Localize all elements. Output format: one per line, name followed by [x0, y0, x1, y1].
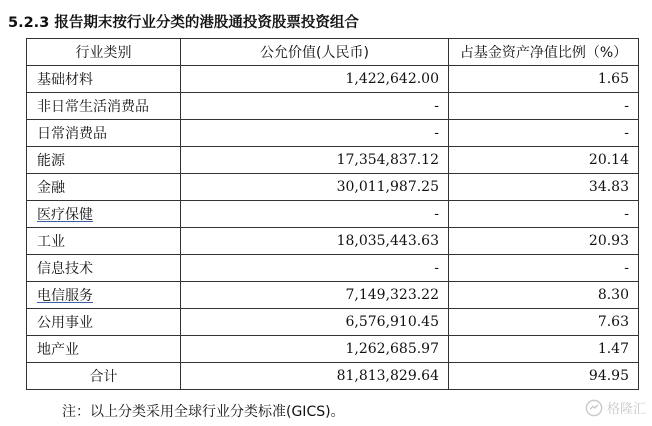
- category-link[interactable]: 医疗保健: [37, 207, 93, 223]
- table-row: [27, 201, 639, 228]
- category-label: 信息技术: [37, 261, 93, 277]
- table-row: [27, 336, 639, 363]
- table-row: [27, 228, 639, 255]
- row-category: [27, 228, 181, 255]
- table-row: [27, 147, 639, 174]
- row-category: [27, 147, 181, 174]
- header-ratio: 占基金资产净值比例（%）: [449, 39, 639, 66]
- row-fair-value: 1,422,642.00: [181, 66, 449, 93]
- watermark: [585, 398, 646, 417]
- table-row: [27, 120, 639, 147]
- row-ratio: 1.47: [449, 336, 639, 363]
- row-ratio: -: [449, 93, 639, 120]
- table-row: [27, 309, 639, 336]
- row-fair-value: -: [181, 255, 449, 282]
- row-category: [27, 255, 181, 282]
- row-category: [27, 174, 181, 201]
- table-total-row: [27, 363, 639, 390]
- total-fair-value: 81,813,829.64: [181, 363, 449, 390]
- table-row: [27, 174, 639, 201]
- category-label: 日常消费品: [37, 126, 107, 142]
- row-category: [27, 66, 181, 93]
- row-category[interactable]: [27, 201, 181, 228]
- header-fair-value: 公允价值(人民币): [181, 39, 449, 66]
- row-ratio: 1.65: [449, 66, 639, 93]
- table-body: [27, 66, 639, 363]
- row-fair-value: 1,262,685.97: [181, 336, 449, 363]
- row-category[interactable]: [27, 282, 181, 309]
- category-label: 地产业: [37, 342, 79, 358]
- header-category: 行业类别: [27, 39, 181, 66]
- row-fair-value: 30,011,987.25: [181, 174, 449, 201]
- table-header-row: [27, 39, 639, 66]
- footnote: 注：以上分类采用全球行业分类标准(GICS)。: [62, 404, 345, 420]
- row-ratio: 7.63: [449, 309, 639, 336]
- row-category: [27, 120, 181, 147]
- row-ratio: 20.93: [449, 228, 639, 255]
- category-label: 金融: [37, 180, 65, 196]
- table-row: [27, 282, 639, 309]
- total-ratio: 94.95: [449, 363, 639, 390]
- category-link[interactable]: 电信服务: [37, 288, 93, 304]
- row-ratio: -: [449, 255, 639, 282]
- row-fair-value: 18,035,443.63: [181, 228, 449, 255]
- category-label: 基础材料: [37, 72, 93, 88]
- total-label: 合计: [27, 363, 181, 390]
- row-fair-value: 7,149,323.22: [181, 282, 449, 309]
- row-ratio: -: [449, 201, 639, 228]
- category-label: 公用事业: [37, 315, 93, 331]
- category-label: 工业: [37, 234, 65, 250]
- row-fair-value: -: [181, 120, 449, 147]
- row-ratio: -: [449, 120, 639, 147]
- table-row: [27, 93, 639, 120]
- row-fair-value: -: [181, 93, 449, 120]
- row-category: [27, 336, 181, 363]
- industry-holdings-table: [26, 38, 639, 390]
- category-label: 非日常生活消费品: [37, 99, 149, 115]
- row-category: [27, 93, 181, 120]
- category-label: 能源: [37, 153, 65, 169]
- row-fair-value: -: [181, 201, 449, 228]
- row-ratio: 20.14: [449, 147, 639, 174]
- row-fair-value: 6,576,910.45: [181, 309, 449, 336]
- row-ratio: 34.83: [449, 174, 639, 201]
- row-fair-value: 17,354,837.12: [181, 147, 449, 174]
- row-category: [27, 309, 181, 336]
- table-row: [27, 66, 639, 93]
- row-ratio: 8.30: [449, 282, 639, 309]
- watermark-text: 格隆汇: [606, 402, 646, 417]
- section-heading: 5.2.3 报告期末按行业分类的港股通投资股票投资组合: [8, 15, 359, 31]
- gelonghui-logo-icon: [585, 399, 603, 417]
- table-row: [27, 255, 639, 282]
